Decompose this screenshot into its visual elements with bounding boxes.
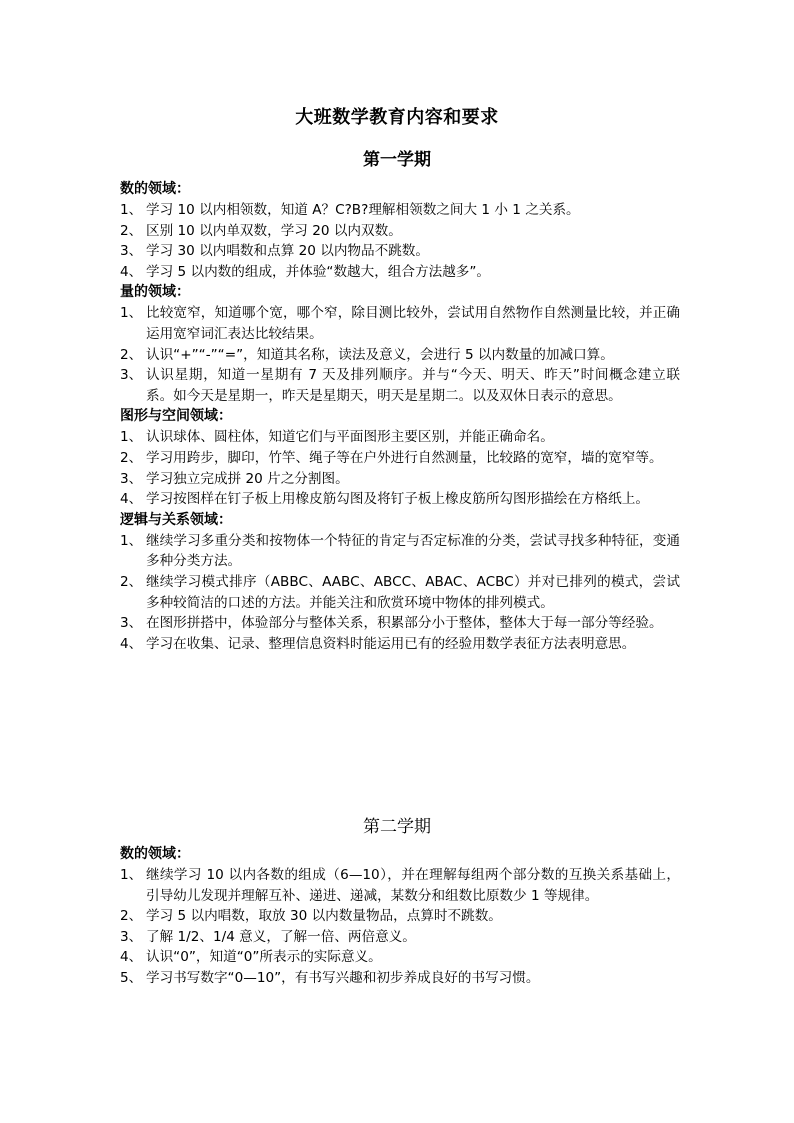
item-number: 3、	[120, 367, 143, 384]
item-text: 认识球体、圆柱体，知道它们与平面图形主要区别，并能正确命名。	[146, 429, 554, 446]
term-title-second: 第二学期	[363, 817, 431, 837]
item-number: 2、	[120, 346, 143, 363]
item-text: 学习按图样在钉子板上用橡皮筋勾图及将钉子板上橡皮筋所勾图形描绘在方格纸上。	[146, 491, 649, 508]
item-number: 4、	[120, 635, 143, 652]
area-shape-space	[120, 406, 680, 509]
item-number: 3、	[120, 470, 143, 487]
item-text: 学习书写数字“0—10”，有书写兴趣和初步养成良好的书写习惯。	[146, 969, 540, 986]
area-title: 逻辑与关系领域：	[120, 511, 232, 528]
item-text: 区别 10 以内单双数，学习 20 以内双数。	[146, 222, 402, 239]
item-text: 学习 30 以内唱数和点算 20 以内物品不跳数。	[146, 243, 429, 260]
list-item	[120, 345, 680, 366]
item-text: 继续学习 10 以内各数的组成（6—10），并在理解每组两个部分数的互换关系基础上，引导幼儿发现并理解互补、递进、递减，某数分和组数比原数少 1 等规律。	[146, 867, 680, 904]
list-item	[120, 927, 680, 948]
item-text: 学习 5 以内数的组成，并体验“数越大，组合方法越多”。	[146, 263, 491, 280]
list-item	[120, 469, 680, 490]
list-item	[120, 489, 680, 510]
list-item	[120, 262, 680, 283]
area-logic-relation	[120, 510, 680, 655]
item-number: 1、	[120, 202, 143, 218]
item-list	[120, 531, 680, 655]
list-item	[120, 572, 680, 613]
list-item	[120, 968, 680, 989]
area-title: 数的领域：	[120, 181, 190, 197]
list-item	[120, 448, 680, 469]
item-number: 1、	[120, 867, 143, 883]
item-text: 学习 10 以内相领数，知道 A？C?B?理解相领数之间大 1 小 1 之关系。	[146, 202, 580, 218]
item-number: 2、	[120, 908, 143, 925]
item-number: 3、	[120, 928, 143, 945]
item-number: 1、	[120, 429, 143, 446]
term-first-content	[120, 179, 680, 654]
list-item	[120, 241, 680, 262]
item-text: 认识星期，知道一星期有 7 天及排列顺序。并与“今天、明天、昨天”时间概念建立联系。如今天是星期一，昨天是星期天，明天是星期二。以及双休日表示的意思。	[146, 367, 680, 404]
item-number: 4、	[120, 263, 143, 280]
item-number: 2、	[120, 573, 143, 590]
list-item	[120, 427, 680, 448]
item-text: 认识“0”，知道“0”所表示的实际意义。	[146, 949, 382, 966]
item-text: 继续学习多重分类和按物体一个特征的肯定与否定标准的分类，尝试寻找多种特征，变通多种分类方法。	[146, 532, 680, 570]
item-number: 1、	[120, 532, 143, 549]
area-quantity	[120, 282, 680, 406]
item-text: 在图形拼搭中，体验部分与整体关系，积累部分小于整体，整体大于每一部分等经验。	[146, 615, 663, 632]
item-number: 3、	[120, 243, 143, 260]
term-title-first: 第一学期	[363, 150, 431, 170]
list-item	[120, 947, 680, 968]
list-item	[120, 365, 680, 406]
area-title: 图形与空间领域：	[120, 408, 232, 425]
area-title: 量的领域：	[120, 284, 190, 301]
list-item	[120, 906, 680, 927]
item-list	[120, 427, 680, 509]
item-text: 了解 1/2、1/4 意义，了解一倍、两倍意义。	[146, 928, 416, 945]
item-number: 1、	[120, 305, 143, 322]
item-number: 5、	[120, 969, 143, 986]
item-number: 4、	[120, 491, 143, 508]
item-text: 学习在收集、记录、整理信息资料时能运用已有的经验用数学表征方法表明意思。	[146, 635, 636, 652]
item-list	[120, 865, 680, 989]
item-list	[120, 200, 680, 282]
item-text: 学习 5 以内唱数，取放 30 以内数量物品，点算时不跳数。	[146, 908, 502, 925]
list-item	[120, 865, 680, 906]
area-number	[120, 179, 680, 282]
item-number: 2、	[120, 449, 143, 466]
item-number: 3、	[120, 615, 143, 632]
area-title: 数的领域：	[120, 846, 190, 862]
list-item	[120, 303, 680, 344]
item-text: 比较宽窄，知道哪个宽，哪个窄，除目测比较外，尝试用自然物作自然测量比较，并正确运用宽窄词汇表达比较结果。	[146, 305, 680, 342]
term-second-content	[120, 844, 680, 989]
item-number: 2、	[120, 222, 143, 239]
item-text: 继续学习模式排序（ABBC、AABC、ABCC、ABAC、ACBC）并对已排列的模式，尝试多种较简洁的口述的方法。并能关注和欣赏环境中物体的排列模式。	[146, 573, 680, 611]
item-text: 学习独立完成拼 20 片之分割图。	[146, 470, 349, 487]
item-text: 学习用跨步，脚印，竹竿、绳子等在户外进行自然测量，比较路的宽窄，墙的宽窄等。	[146, 449, 663, 466]
list-item	[120, 613, 680, 634]
list-item	[120, 221, 680, 242]
item-list	[120, 303, 680, 406]
list-item	[120, 200, 680, 221]
document-title: 大班数学教育内容和要求	[295, 107, 499, 128]
list-item	[120, 634, 680, 655]
item-number: 4、	[120, 949, 143, 966]
list-item	[120, 531, 680, 572]
item-text: 认识“+”“-”“=”，知道其名称，读法及意义，会进行 5 以内数量的加减口算。	[146, 346, 614, 363]
area-number	[120, 844, 680, 989]
